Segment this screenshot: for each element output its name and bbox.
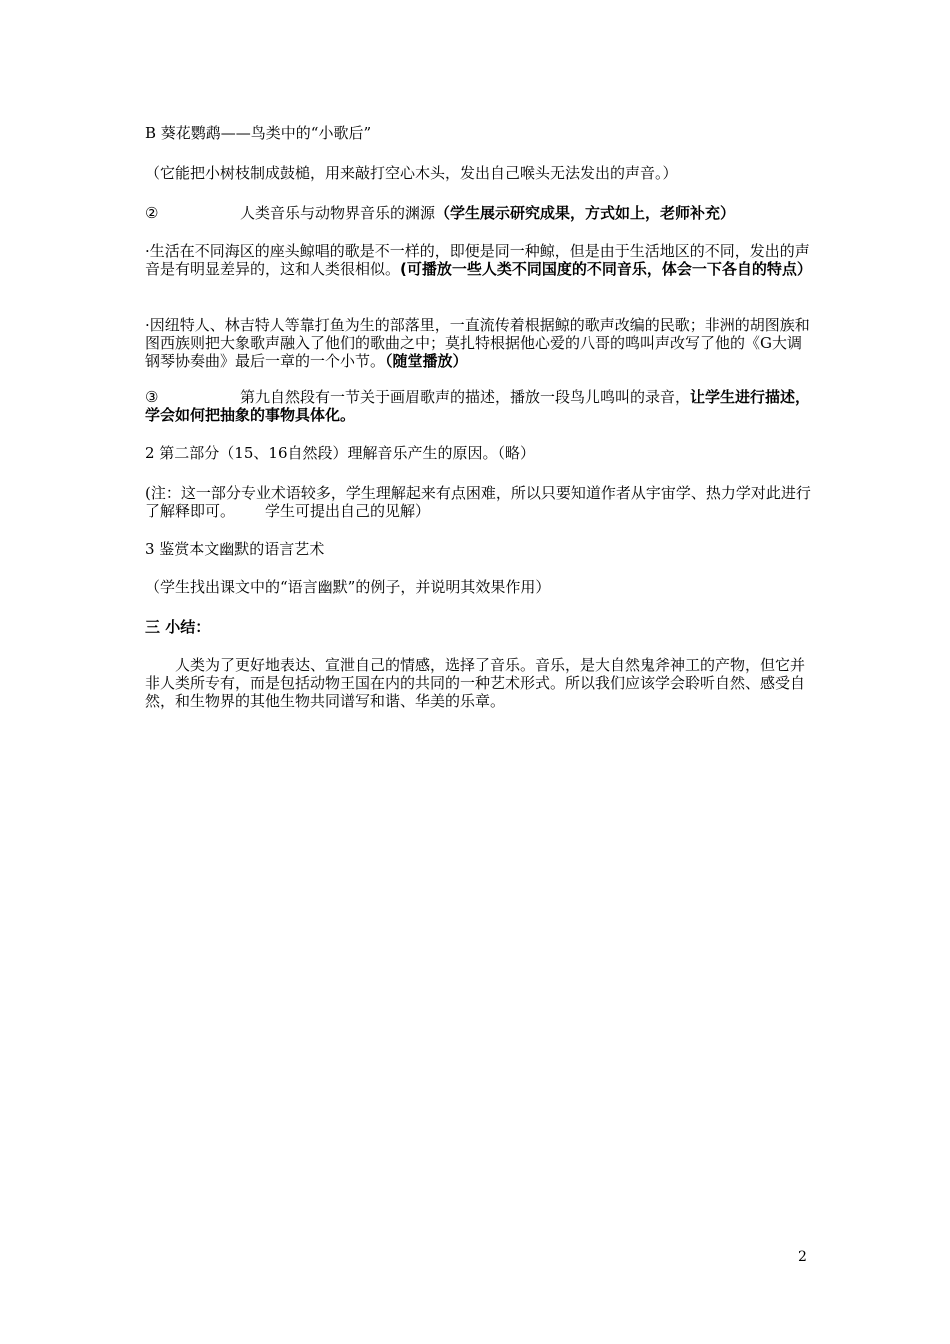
summary-text: 人类为了更好地表达、宣泄自己的情感，选择了音乐。音乐，是大自然鬼斧神工的产物，但它并非人类所专有，而是包括动物王国在内的共同的一种艺术形式。所以我们应该学会聆听自然、感受自然，和生物界的其他生物共同谱写和谐、华美的乐章。 [145,656,806,710]
cockatoo-note-text: （它能把小树枝制成鼓槌，用来敲打空心木头，发出自己喉头无法发出的声音。） [145,164,678,182]
humor-heading-text: 3 鉴赏本文幽默的语言艺术 [145,540,325,558]
note-tail: 学生可提出自己的见解） [265,502,431,520]
paragraph-folk-songs [145,316,815,370]
summary-heading-text: 三 小结： [145,618,211,636]
paragraph-humor-task [145,578,815,596]
paragraph-summary [145,656,815,710]
paragraph-cockatoo-heading [145,124,815,142]
paragraph-part-two [145,444,815,462]
paragraph-cockatoo-note [145,164,815,182]
humor-task-text: （学生找出课文中的“语言幽默”的例子，并说明其效果作用） [145,578,551,596]
paragraph-humor-heading [145,540,815,558]
marker-2: ② [145,204,159,222]
folk-songs-bold: （随堂播放） [385,352,468,370]
paragraph-note [145,484,815,520]
note-text: (注：这一部分专业术语较多，学生理解起来有点困难，所以只要知道作者从宇宙学、热力学对此进行了解释即可。 [145,484,811,520]
paragraph-whale-song [145,242,815,278]
whale-song-bold: (可播放一些人类不同国度的不同音乐，体会一下各自的特点） [400,260,812,278]
part-two-text: 2 第二部分（15、16自然段）理解音乐产生的原因。（略） [145,444,535,462]
cockatoo-heading-text: B 葵花鹦鹉——鸟类中的“小歌后” [145,124,372,142]
section-summary-heading [145,618,815,636]
thrush-bold: 让学生进行描述，学会如何把抽象的事物具体化。 [145,388,811,424]
thrush-text: 第九自然段有一节关于画眉歌声的描述，播放一段鸟儿鸣叫的录音， [240,388,691,406]
paragraph-thrush [145,388,815,424]
page-number: 2 [798,1249,807,1265]
origins-heading-text: 人类音乐与动物界音乐的渊源 [240,204,436,222]
whale-song-text: ·生活在不同海区的座头鲸唱的歌是不一样的，即便是同一种鲸，但是由于生活地区的不同，发出的声音是有明显差异的，这和人类很相似。 [145,242,810,278]
origins-heading-bold: （学生展示研究成果，方式如上，老师补充） [435,204,736,222]
paragraph-origins-heading [145,204,815,222]
marker-3: ③ [145,388,159,406]
folk-songs-text: ·因纽特人、林吉特人等靠打鱼为生的部落里，一直流传着根据鲸的歌声改编的民歌；非洲的胡图族和图西族则把大象歌声融入了他们的歌曲之中；莫扎特根据他心爱的八哥的鸣叫声改写了他的《G大调钢琴协奏曲》最后一章的一个小节。 [145,316,810,370]
